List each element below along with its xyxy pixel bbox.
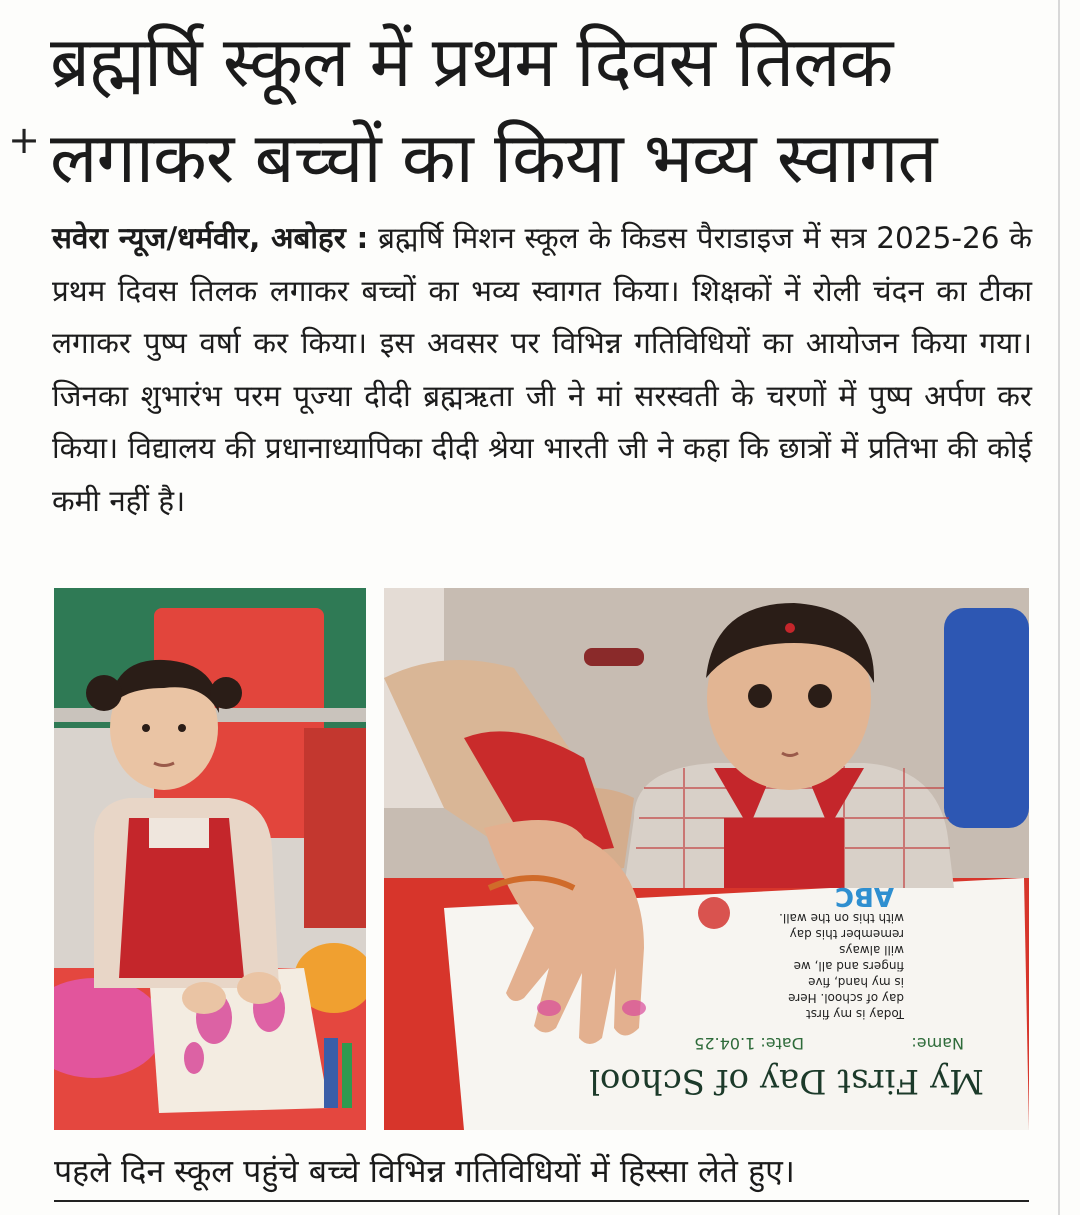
headline-line-1: ब्रह्मर्षि स्कूल में प्रथम दिवस तिलक — [50, 21, 893, 103]
headline — [50, 14, 1050, 206]
article-body-text: ब्रह्मर्षि मिशन स्कूल के किडस पैराडाइज में सत्र 2025-26 के प्रथम दिवस तिलक लगाकर बच्चों का भव्य स्वागत किया। शिक्षकों नें रोली चंदन का टीका लगाकर पुष्प वर्षा कर किया। इस अवसर पर विभिन्न गतिविधियों का आयोजन किया गया। जिनका शुभारंभ परम पूज्या दीदी ब्रह्मऋता जी ने मां सरस्वती के चरणों में पुष्प अर्पण कर किया। विद्यालय की प्रधानाध्यापिका दीदी श्रेया भारती जी ने कहा कि छात्रों में प्रतिभा की कोई कमी नहीं है। — [52, 221, 1032, 518]
photo-handprint-sheet-art — [384, 588, 1029, 1130]
sheet-abc: ABC — [834, 881, 894, 911]
sheet-poem-line-5: will always — [839, 943, 904, 957]
sheet-poem-line-4: fingers and all, we — [793, 959, 904, 973]
photo-handprint-sheet — [384, 588, 1029, 1130]
sheet-name-label: Name: — [911, 1034, 964, 1053]
crop-mark-plus: + — [8, 118, 40, 162]
sheet-poem-line-3: is my hand, five — [808, 975, 904, 989]
sheet-title: My First Day of School — [589, 1061, 984, 1101]
article-body — [52, 212, 1032, 527]
photo-girl-hand-painting — [54, 588, 366, 1130]
headline-line-2: लगाकर बच्चों का किया भव्य स्वागत — [50, 117, 937, 199]
photo-caption: पहले दिन स्कूल पहुंचे बच्चे विभिन्न गतिविधियों में हिस्सा लेते हुए। — [54, 1152, 795, 1190]
photo-girl-hand-painting-art — [54, 588, 366, 1130]
sheet-date-label: Date: 1.04.25 — [694, 1034, 804, 1053]
apple-sticker-icon — [698, 897, 730, 929]
column-rule — [1058, 0, 1060, 1215]
sheet-poem-line-2: day of school. Here — [788, 991, 904, 1005]
caption-rule — [54, 1200, 1029, 1202]
sheet-poem-line-1: Today is my first — [806, 1007, 904, 1021]
sheet-poem-line-6: remember this day — [789, 927, 904, 941]
sheet-poem-line-7: with this on the wall. — [779, 911, 904, 925]
byline: सवेरा न्यूज/धर्मवीर, अबोहर : — [52, 221, 369, 255]
